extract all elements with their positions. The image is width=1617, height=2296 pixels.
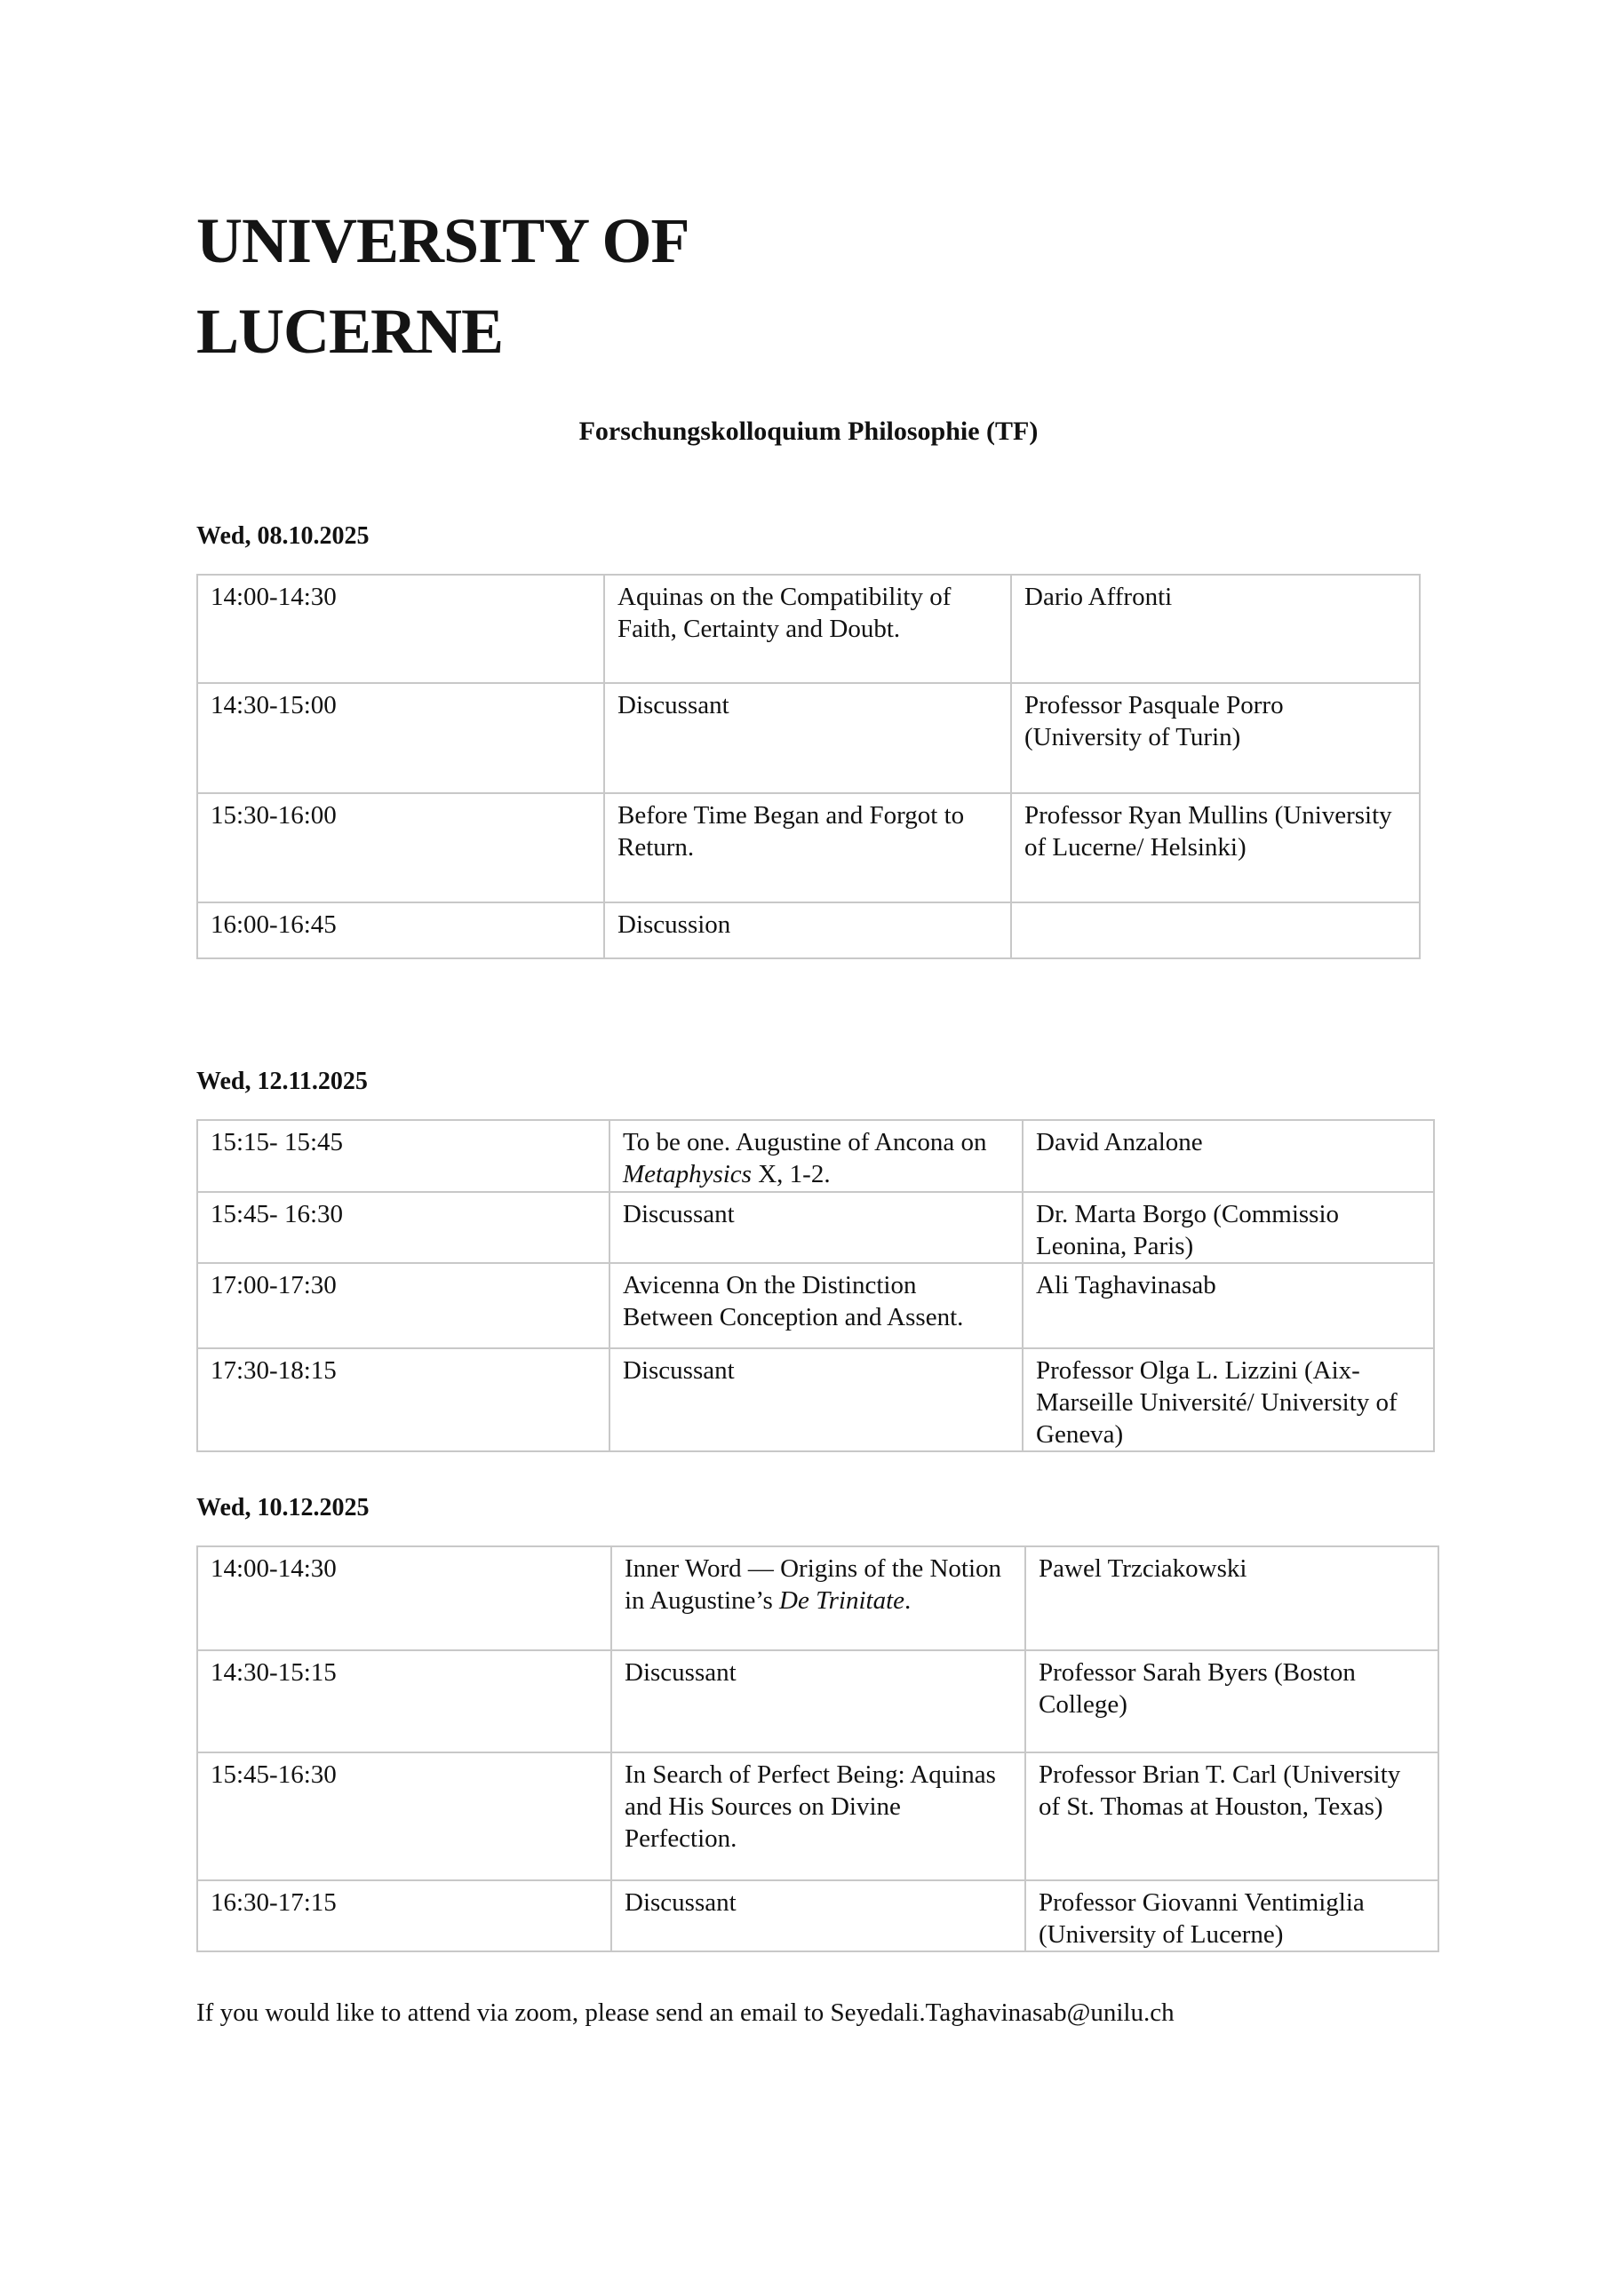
document-title: Forschungskolloquium Philosophie (TF) bbox=[578, 417, 1039, 446]
session-3-date: Wed, 10.12.2025 bbox=[196, 1494, 370, 1521]
speaker-cell: Professor Olga L. Lizzini (Aix-Marseille Université/ University of Geneva) bbox=[1023, 1348, 1434, 1451]
topic-cell: Discussant bbox=[611, 1880, 1025, 1951]
topic-cell: Before Time Began and Forgot to Return. bbox=[604, 793, 1011, 902]
speaker-cell: Professor Giovanni Ventimiglia (University of Lucerne) bbox=[1025, 1880, 1438, 1951]
time-cell: 16:00-16:45 bbox=[197, 902, 604, 958]
topic-cell bbox=[609, 1120, 1023, 1192]
speaker-cell: David Anzalone bbox=[1023, 1120, 1434, 1192]
time-cell: 14:00-14:30 bbox=[197, 1546, 611, 1650]
speaker-cell: Professor Brian T. Carl (University of St. Thomas at Houston, Texas) bbox=[1025, 1752, 1438, 1880]
table-row bbox=[197, 1752, 1438, 1880]
session-3-table bbox=[196, 1545, 1439, 1952]
table-row bbox=[197, 1348, 1434, 1451]
topic-cell: Discussant bbox=[611, 1650, 1025, 1752]
table-row bbox=[197, 1120, 1434, 1192]
topic-text: To be one. Augustine of Ancona on bbox=[623, 1128, 987, 1156]
speaker-cell bbox=[1011, 902, 1420, 958]
speaker-cell: Professor Ryan Mullins (University of Lucerne/ Helsinki) bbox=[1011, 793, 1420, 902]
topic-text: X, 1-2. bbox=[751, 1160, 831, 1188]
time-cell: 17:30-18:15 bbox=[197, 1348, 609, 1451]
table-row bbox=[197, 683, 1420, 793]
time-cell: 14:30-15:15 bbox=[197, 1650, 611, 1752]
topic-cell: Aquinas on the Compatibility of Faith, Certainty and Doubt. bbox=[604, 575, 1011, 683]
session-1-date: Wed, 08.10.2025 bbox=[196, 522, 370, 550]
table-row bbox=[197, 793, 1420, 902]
table-row bbox=[197, 1880, 1438, 1951]
session-2-date: Wed, 12.11.2025 bbox=[196, 1068, 368, 1095]
university-logo bbox=[196, 195, 689, 377]
speaker-cell: Ali Taghavinasab bbox=[1023, 1263, 1434, 1348]
speaker-cell: Dario Affronti bbox=[1011, 575, 1420, 683]
session-2-table bbox=[196, 1119, 1435, 1452]
topic-cell: Discussant bbox=[609, 1192, 1023, 1263]
time-cell: 15:45- 16:30 bbox=[197, 1192, 609, 1263]
time-cell: 17:00-17:30 bbox=[197, 1263, 609, 1348]
table-row bbox=[197, 575, 1420, 683]
time-cell: 14:00-14:30 bbox=[197, 575, 604, 683]
time-cell: 14:30-15:00 bbox=[197, 683, 604, 793]
speaker-cell: Dr. Marta Borgo (Commissio Leonina, Paris) bbox=[1023, 1192, 1434, 1263]
topic-cell: Avicenna On the Distinction Between Conception and Assent. bbox=[609, 1263, 1023, 1348]
topic-cell: Discussant bbox=[609, 1348, 1023, 1451]
table-row bbox=[197, 1263, 1434, 1348]
table-row bbox=[197, 902, 1420, 958]
topic-text: Inner Word — Origins of the Notion in Augustine’s bbox=[625, 1554, 1002, 1615]
time-cell: 15:15- 15:45 bbox=[197, 1120, 609, 1192]
topic-cell: In Search of Perfect Being: Aquinas and His Sources on Divine Perfection. bbox=[611, 1752, 1025, 1880]
speaker-cell: Pawel Trzciakowski bbox=[1025, 1546, 1438, 1650]
topic-cell: Discussion bbox=[604, 902, 1011, 958]
time-cell: 16:30-17:15 bbox=[197, 1880, 611, 1951]
topic-cell: Discussant bbox=[604, 683, 1011, 793]
topic-title-italic: Metaphysics bbox=[623, 1160, 752, 1188]
table-row bbox=[197, 1192, 1434, 1263]
table-row bbox=[197, 1650, 1438, 1752]
topic-cell bbox=[611, 1546, 1025, 1650]
logo-line-1: UNIVERSITY OF bbox=[196, 205, 689, 276]
topic-title-italic: De Trinitate bbox=[779, 1586, 904, 1615]
logo-line-2: LUCERNE bbox=[196, 296, 504, 367]
zoom-attendance-note: If you would like to attend via zoom, please send an email to Seyedali.Taghavinasab@unilu.ch bbox=[196, 1998, 1175, 2027]
topic-text: . bbox=[904, 1586, 912, 1615]
speaker-cell: Professor Sarah Byers (Boston College) bbox=[1025, 1650, 1438, 1752]
table-row bbox=[197, 1546, 1438, 1650]
speaker-cell: Professor Pasquale Porro (University of Turin) bbox=[1011, 683, 1420, 793]
session-1-table bbox=[196, 574, 1421, 959]
time-cell: 15:30-16:00 bbox=[197, 793, 604, 902]
time-cell: 15:45-16:30 bbox=[197, 1752, 611, 1880]
